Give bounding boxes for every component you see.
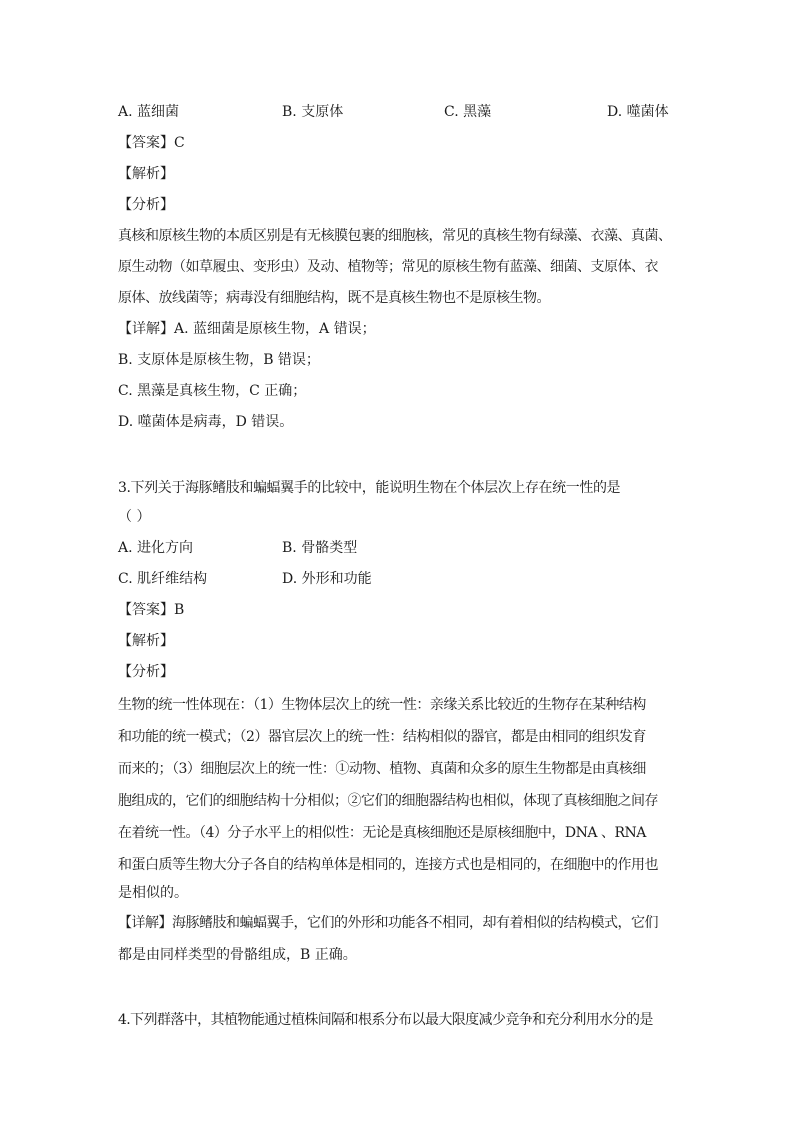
q3-answer xyxy=(118,600,678,620)
answer-value: C xyxy=(174,135,185,151)
q2-analysis-line: 原生动物（如草履虫、变形虫）及动、植物等；常见的原核生物有蓝藻、细菌、支原体、衣 xyxy=(118,259,658,275)
q3-analysis-line: 和蛋白质等生物大分子各自的结构单体是相同的，连接方式也是相同的，在细胞中的作用也 xyxy=(118,857,658,873)
q3-option-b: B. 骨骼类型 xyxy=(282,540,358,556)
q2-detail-line: C. 黑藻是真核生物，C 正确； xyxy=(118,383,307,399)
q3-analysis-line: 是相似的。 xyxy=(118,885,188,901)
q3-option-a: A. 进化方向 xyxy=(118,540,194,556)
q2-detail-line: B. 支原体是原核生物，B 错误； xyxy=(118,352,320,368)
q3-analysis-line: 和功能的统一模式；（2）器官层次上的统一性：结构相似的器官，都是由相同的组织发育 xyxy=(118,729,646,745)
detail-tag: 【详解】 xyxy=(118,915,172,931)
q3-analysis-line: 而来的；（3）细胞层次上的统一性：①动物、植物、真菌和众多的原生生物都是由真核细 xyxy=(118,761,646,777)
q3-fenxi-heading: 【分析】 xyxy=(118,664,174,680)
q2-option-c: C. 黑藻 xyxy=(444,104,492,120)
q2-detail-line: D. 噬菌体是病毒，D 错误。 xyxy=(118,414,294,430)
answer-tag: 【答案】 xyxy=(118,602,174,618)
detail-tag: 【详解】 xyxy=(118,321,174,337)
q2-detail xyxy=(118,319,678,339)
q3-jiexi-heading: 【解析】 xyxy=(118,633,174,649)
q3-detail xyxy=(118,913,678,933)
q2-fenxi-heading: 【分析】 xyxy=(118,197,174,213)
q3-option-d: D. 外形和功能 xyxy=(282,571,372,587)
q4-stem: 4.下列群落中，其植物能通过植株间隔和根系分布以最大限度减少竞争和充分利用水分的是 xyxy=(118,1012,653,1028)
q2-analysis-line: 原体、放线菌等；病毒没有细胞结构，既不是真核生物也不是原核生物。 xyxy=(118,290,550,306)
q2-option-a: A. 蓝细菌 xyxy=(118,104,180,120)
q2-option-d: D. 噬菌体 xyxy=(607,104,669,120)
detail-line: A. 蓝细菌是原核生物，A 错误； xyxy=(174,321,376,337)
q2-option-b: B. 支原体 xyxy=(282,104,344,120)
q3-analysis-line: 胞组成的，它们的细胞结构十分相似；②它们的细胞器结构也相似，体现了真核细胞之间存 xyxy=(118,793,658,809)
q3-detail-line: 都是由同样类型的骨骼组成，B 正确。 xyxy=(118,947,357,963)
q2-analysis-line: 真核和原核生物的本质区别是有无核膜包裹的细胞核，常见的真核生物有绿藻、衣藻、真菌、 xyxy=(118,228,672,244)
answer-value: B xyxy=(174,602,185,618)
q3-option-c: C. 肌纤维结构 xyxy=(118,571,208,587)
q3-analysis-line: 生物的统一性体现在：（1）生物体层次上的统一性：亲缘关系比较近的生物存在某种结构 xyxy=(118,697,646,713)
detail-line: 海豚鳍肢和蝙蝠翼手，它们的外形和功能各不相同，却有着相似的结构模式，它们 xyxy=(172,915,658,931)
answer-tag: 【答案】 xyxy=(118,135,174,151)
q3-analysis-line: 在着统一性。（4）分子水平上的相似性：无论是真核细胞还是原核细胞中，DNA 、RNA xyxy=(118,825,646,841)
q2-jiexi-heading: 【解析】 xyxy=(118,166,174,182)
q3-stem: 3.下列关于海豚鳍肢和蝙蝠翼手的比较中，能说明生物在个体层次上存在统一性的是 xyxy=(118,480,621,496)
q2-answer xyxy=(118,133,678,153)
q3-paren: （ ） xyxy=(118,509,151,525)
